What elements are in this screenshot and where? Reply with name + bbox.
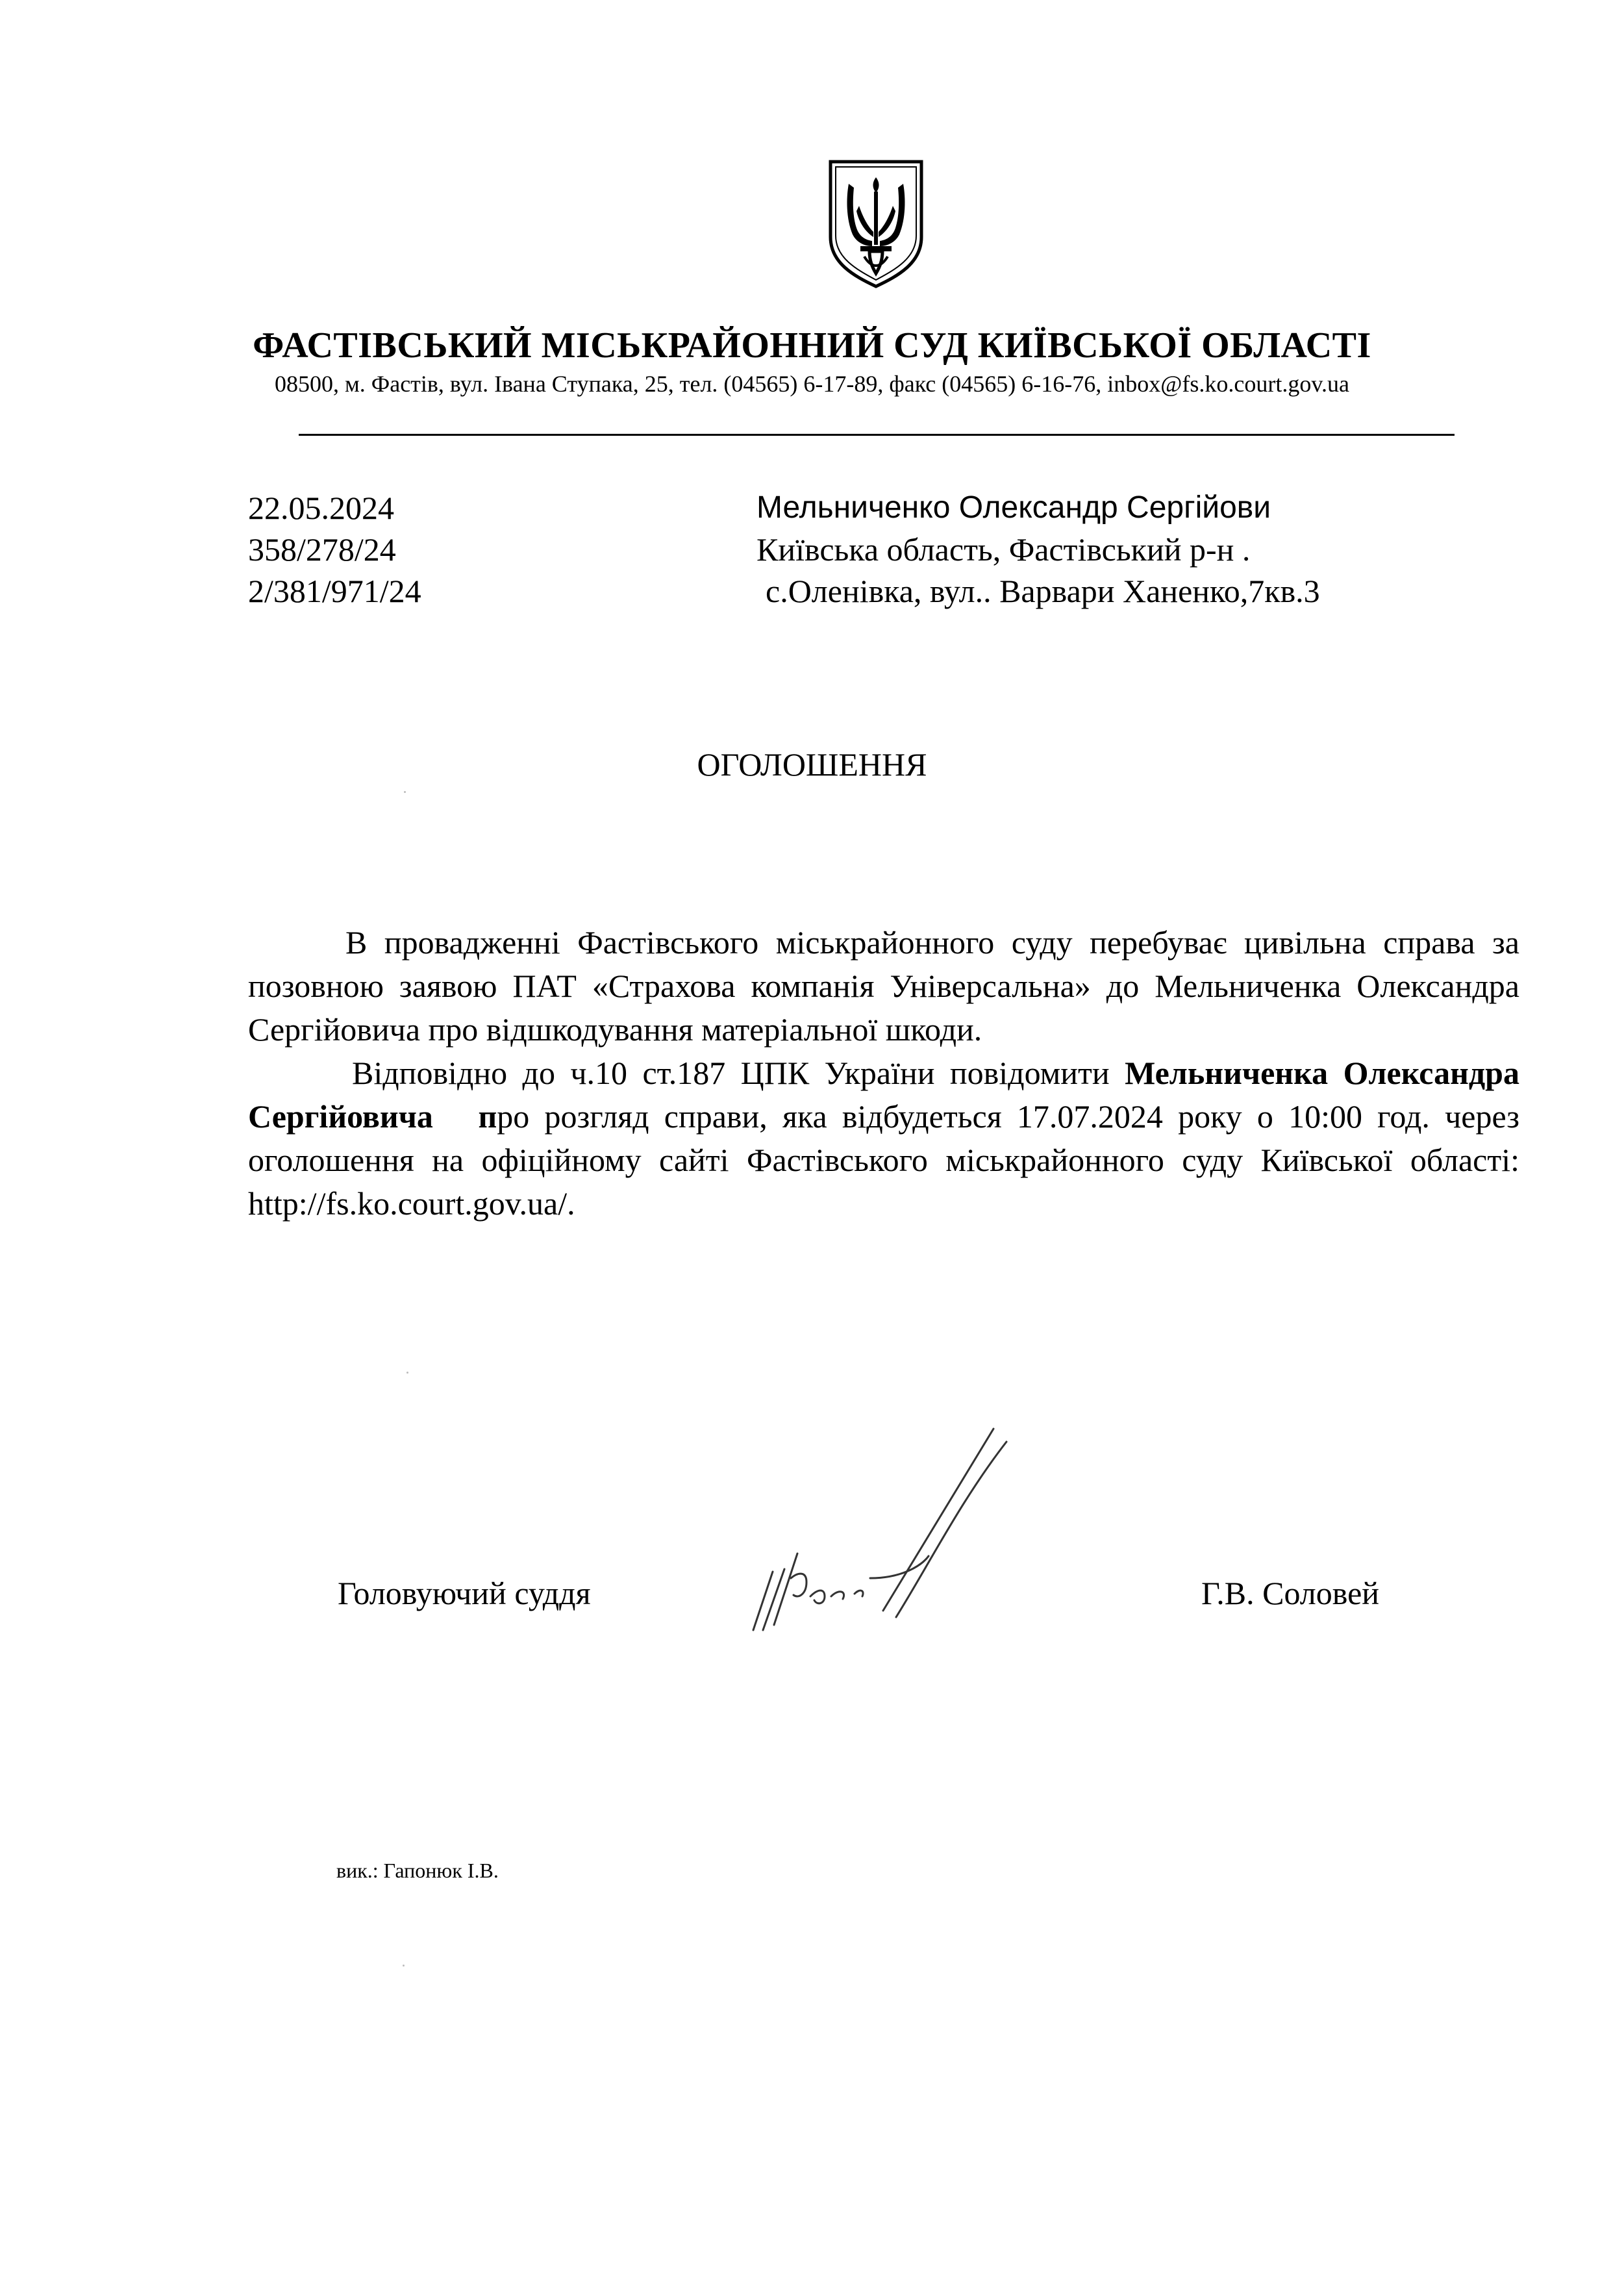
scan-speck bbox=[406, 1372, 408, 1374]
notice-details: ро розгляд справи, яка відбудеться 17.07.2024 року о 10:00 год. через оголошення на офіційному сайті Фастівського міськрайонного суду Київської області: http://fs.ko.court.gov.ua/. bbox=[248, 1098, 1520, 1222]
document-heading: ОГОЛОШЕННЯ bbox=[697, 746, 927, 783]
judge-title: Головуючий суддя bbox=[338, 1575, 591, 1611]
document-date: 22.05.2024 bbox=[248, 490, 394, 526]
notice-bold-letter: п bbox=[478, 1098, 497, 1135]
scan-speck bbox=[404, 791, 406, 793]
document-meta bbox=[248, 487, 421, 612]
header-divider bbox=[299, 434, 1455, 436]
defendant-name: Мельниченка Олександра Сергійовича bbox=[248, 1055, 1519, 1135]
case-number: 2/381/971/24 bbox=[248, 573, 421, 609]
court-name: ФАСТІВСЬКИЙ МІСЬКРАЙОННИЙ СУД КИЇВСЬКОЇ ОБЛАСТІ bbox=[253, 325, 1371, 366]
trident-emblem-icon bbox=[827, 159, 925, 289]
recipient-street: с.Оленівка, вул.. Варвари Ханенко,7кв.3 bbox=[766, 573, 1320, 609]
paragraph-notice bbox=[248, 1051, 1519, 1226]
notice-intro: Відповідно до ч.10 ст.187 ЦПК України повідомити bbox=[352, 1055, 1125, 1091]
outgoing-number: 358/278/24 bbox=[248, 531, 396, 568]
court-address: 08500, м. Фастів, вул. Івана Ступака, 25, тел. (04565) 6-17-89, факс (04565) 6-16-76, inbox@fs.ko.court.gov.ua bbox=[275, 371, 1349, 397]
paragraph-case: В провадженні Фастівського міськрайонного суду перебуває цивільна справа за позовною заявою ПАТ «Страхова компанія Універсальна» до Мельниченка Олександра Сергійовича про відшкодування матеріальної шкоди. bbox=[248, 924, 1519, 1048]
executor-note: вик.: Гапонюк І.В. bbox=[336, 1859, 499, 1882]
recipient-region: Київська область, Фастівський р-н . bbox=[756, 531, 1251, 568]
announcement-body bbox=[248, 921, 1519, 1226]
recipient-name: Мельниченко Олександр Сергійови bbox=[756, 490, 1271, 525]
handwritten-signature bbox=[734, 1416, 1071, 1637]
scan-speck bbox=[403, 1965, 405, 1967]
recipient-block bbox=[756, 487, 1320, 612]
judge-name: Г.В. Соловей bbox=[1201, 1575, 1380, 1611]
